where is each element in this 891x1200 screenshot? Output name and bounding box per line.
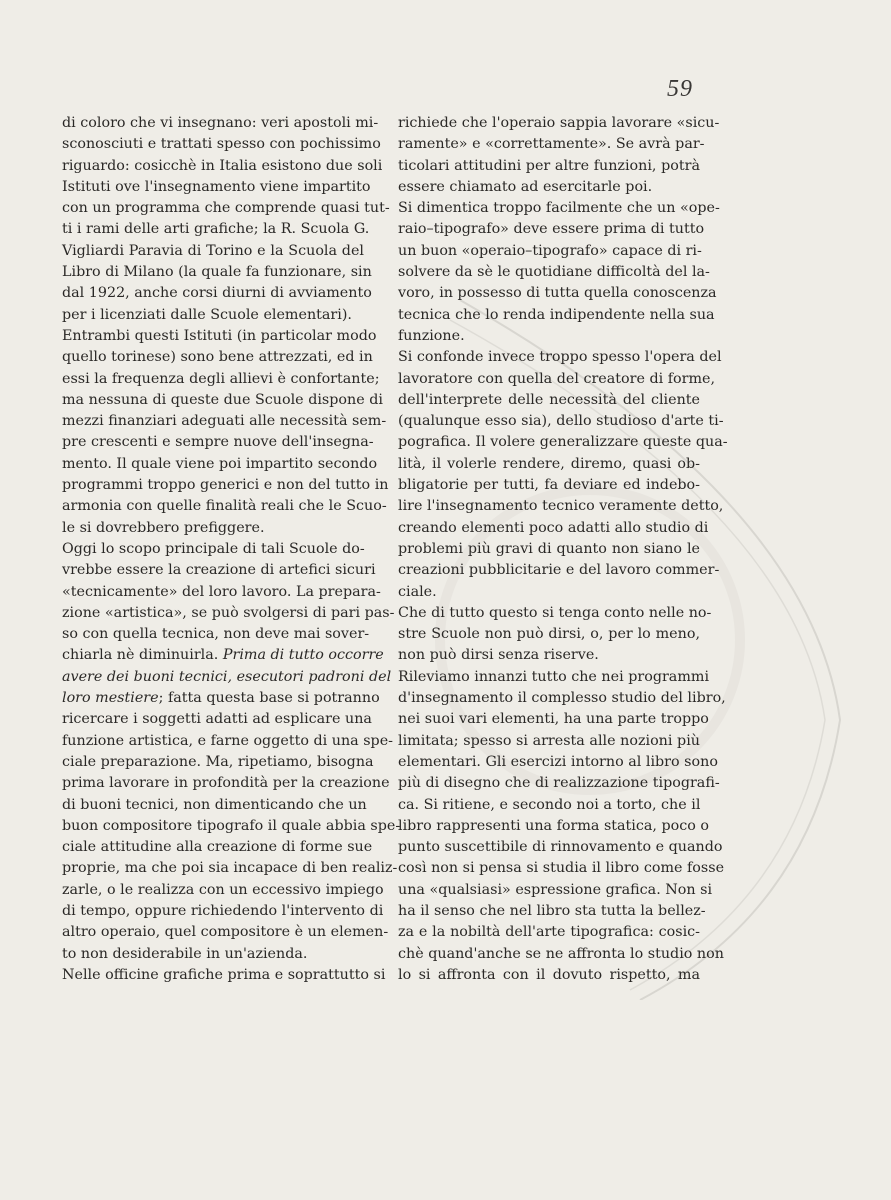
text-line: essi la frequenza degli allievi è confortante; — [62, 370, 380, 387]
paragraph — [398, 603, 712, 667]
text-line: pografica. Il volere generalizzare queste qua- — [398, 434, 728, 451]
text-line: buon compositore tipografo il quale abbia spe- — [62, 817, 401, 834]
text-line: per i licenziati dalle Scuole elementari). — [62, 306, 352, 323]
text-line: lo si affronta con il dovuto rispetto, ma — [398, 966, 700, 983]
italic-text-line: avere dei buoni tecnici, esecutori padroni del — [62, 668, 392, 685]
text-line: di buoni tecnici, non dimenticando che un — [62, 796, 367, 813]
text-line: pre crescenti e sempre nuove dell'insegna- — [62, 434, 374, 451]
text-line — [62, 645, 384, 666]
paragraph — [62, 326, 389, 539]
text-line: nei suoi vari elementi, ha una parte troppo — [398, 711, 709, 728]
text-line: un buon «operaio–tipografo» capace di ri- — [398, 242, 702, 259]
text-line: di coloro che vi insegnano: veri apostoli mi- — [62, 115, 379, 131]
text-line: Rileviamo innanzi tutto che nei programmi — [398, 668, 710, 685]
text-line: za e la nobiltà dell'arte tipografica: cosic- — [398, 924, 700, 941]
text-line: essere chiamato ad esercitarle poi. — [398, 178, 653, 195]
text-line: Vigliardi Paravia di Torino e la Scuola del — [62, 242, 364, 259]
text-line: creazioni pubblicitarie e del lavoro commer- — [398, 562, 720, 579]
text-line: voro, in possesso di tutta quella conoscenza — [398, 285, 717, 302]
text-line: ticolari attitudini per altre funzioni, potrà — [398, 157, 700, 174]
text-line: so con quella tecnica, non deve mai sover- — [62, 626, 370, 643]
text-line: ma nessuna di queste due Scuole dispone di — [62, 391, 383, 408]
text-line: più di disegno che di realizzazione tipografi- — [398, 775, 720, 792]
text-line: Entrambi questi Istituti (in particolar modo — [62, 327, 377, 344]
text-line: to non desiderabile in un'azienda. — [62, 945, 308, 962]
text-line: lavoratore con quella del creatore di forme, — [398, 370, 716, 387]
text-line: richiede che l'operaio sappia lavorare «sicu- — [398, 115, 720, 131]
text-line: ti i rami delle arti grafiche; la R. Scuola G. — [62, 221, 370, 238]
text-line: punto suscettibile di rinnovamento e quando — [398, 839, 723, 856]
text-line: zarle, o le realizza con un eccessivo impiego — [62, 881, 384, 898]
text-line: elementari. Gli esercizi intorno al libro sono — [398, 753, 718, 770]
text-line: quello torinese) sono bene attrezzati, ed in — [62, 349, 373, 366]
paragraph — [398, 198, 720, 347]
text-line: dal 1922, anche corsi diurni di avviamento — [62, 285, 372, 302]
text-line: Libro di Milano (la quale fa funzionare, sin — [62, 264, 372, 281]
paragraph — [398, 113, 720, 198]
text-line: vrebbe essere la creazione di artefici sicuri — [62, 562, 376, 579]
text-line: Si confonde invece troppo spesso l'opera del — [398, 349, 722, 366]
text-line: sconosciuti e trattati spesso con pochissimo — [62, 136, 381, 153]
text-line: ciale attitudine alla creazione di forme sue — [62, 839, 373, 856]
text-line: Oggi lo scopo principale di tali Scuole do- — [62, 540, 365, 557]
text-line: ha il senso che nel libro sta tutta la bellez- — [398, 902, 706, 919]
text-line: libro rappresenti una forma statica, poco o — [398, 817, 710, 834]
text-line: altro operaio, quel compositore è un elemen- — [62, 924, 389, 941]
text-line: con un programma che comprende quasi tut- — [62, 200, 390, 217]
paragraph — [62, 965, 386, 986]
text-line: (qualunque esso sia), dello studioso d'arte ti- — [398, 413, 724, 430]
text-line: chè quand'anche se ne affronta lo studio non — [398, 945, 724, 962]
text-line: Nelle officine grafiche prima e soprattutto si — [62, 966, 386, 983]
text-run: ; fatta questa base si potranno — [158, 690, 380, 707]
page-number: 59 — [667, 76, 693, 102]
text-line: funzione artistica, e farne oggetto di una spe- — [62, 732, 393, 749]
text-line: «tecnicamente» del loro lavoro. La prepara- — [62, 583, 381, 600]
text-line: programmi troppo generici e non del tutto in — [62, 477, 389, 494]
text-line: solvere da sè le quotidiane difficoltà del la- — [398, 264, 710, 281]
paragraph — [62, 539, 401, 965]
text-line: raio–tipografo» deve essere prima di tutto — [398, 221, 705, 238]
text-line: prima lavorare in profondità per la creazione — [62, 775, 390, 792]
text-line: di tempo, oppure richiedendo l'intervento di — [62, 902, 384, 919]
text-line: Istituti ove l'insegnamento viene impartito — [62, 178, 371, 195]
text-line: tecnica che lo renda indipendente nella sua — [398, 306, 715, 323]
text-line: ramente» e «correttamente». Se avrà par- — [398, 136, 705, 153]
text-line: limitata; spesso si arresta alle nozioni più — [398, 732, 700, 749]
text-line: non può dirsi senza riserve. — [398, 647, 599, 664]
text-line: stre Scuole non può dirsi, o, per lo meno, — [398, 626, 700, 643]
paragraph — [398, 347, 728, 603]
text-line: problemi più gravi di quanto non siano le — [398, 540, 700, 557]
text-line: dell'interprete delle necessità del cliente — [398, 391, 700, 408]
text-line: così non si pensa si studia il libro come fosse — [398, 860, 725, 877]
paragraph — [398, 667, 726, 986]
left-column — [62, 113, 401, 986]
text-line: armonia con quelle finalità reali che le Scuo- — [62, 498, 387, 515]
text-line: riguardo: cosicchè in Italia esistono due soli — [62, 157, 383, 174]
text-line — [62, 688, 380, 709]
text-line: ricercare i soggetti adatti ad esplicare una — [62, 711, 372, 728]
text-line: Che di tutto questo si tenga conto nelle no- — [398, 604, 712, 621]
text-line: una «qualsiasi» espressione grafica. Non si — [398, 881, 713, 898]
text-line: bligatorie per tutti, fa deviare ed indebo- — [398, 477, 700, 494]
text-line: le si dovrebbero prefiggere. — [62, 519, 265, 536]
paragraph — [62, 113, 390, 326]
text-line: proprie, ma che poi sia incapace di ben realiz- — [62, 860, 398, 877]
text-line: mento. Il quale viene poi impartito secondo — [62, 455, 378, 472]
text-line: zione «artistica», se può svolgersi di pari pas- — [62, 604, 395, 621]
text-line: Si dimentica troppo facilmente che un «ope- — [398, 200, 720, 217]
text-line: funzione. — [398, 327, 465, 344]
text-line: lità, il volerle rendere, diremo, quasi ob- — [398, 455, 700, 472]
italic-text-run: Prima di tutto occorre — [222, 647, 384, 664]
text-line: creando elementi poco adatti allo studio di — [398, 519, 709, 536]
italic-text-run: loro mestiere — [62, 690, 159, 707]
text-line: ca. Si ritiene, e secondo noi a torto, che il — [398, 796, 701, 813]
text-line: ciale. — [398, 583, 437, 600]
text-run: chiarla nè diminuirla. — [62, 647, 223, 664]
text-line: lire l'insegnamento tecnico veramente detto, — [398, 498, 724, 515]
text-line: d'insegnamento il complesso studio del libro, — [398, 690, 726, 707]
text-line: mezzi finanziari adeguati alle necessità sem- — [62, 413, 387, 430]
text-line: ciale preparazione. Ma, ripetiamo, bisogna — [62, 753, 374, 770]
right-column — [398, 113, 728, 986]
